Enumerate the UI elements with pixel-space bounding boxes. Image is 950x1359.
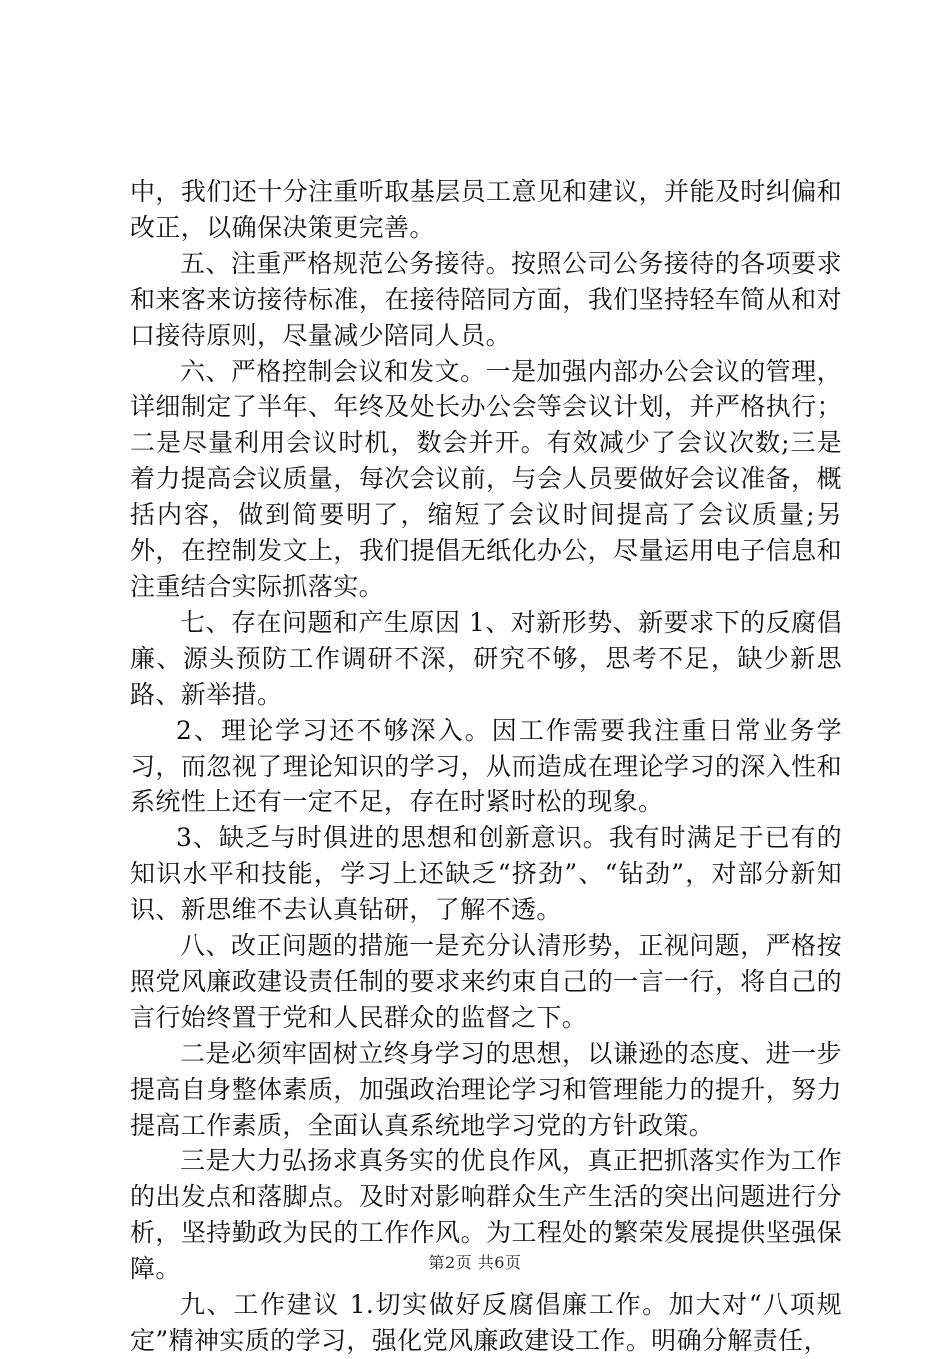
- paragraph-theory-study: 2、理论学习还不够深入。因工作需要我注重日常业务学习，而忽视了理论知识的学习，从而造成在理论学习的深入性和系统性上还有一定不足，存在时紧时松的现象。: [130, 715, 842, 817]
- paragraph-continuation: 中，我们还十分注重听取基层员工意见和建议，并能及时纠偏和改正，以确保决策更完善。: [130, 177, 842, 242]
- paragraph-lifelong-learning: 二是必须牢固树立终身学习的思想，以谦逊的态度、进一步提高自身整体素质，加强政治理论学习和管理能力的提升，努力提高工作素质，全面认真系统地学习党的方针政策。: [130, 1038, 842, 1140]
- paragraph-work-style: 三是大力弘扬求真务实的优良作风，真正把抓落实作为工作的出发点和落脚点。及时对影响群众生产生活的突出问题进行分析，坚持勤政为民的工作作风。为工程处的繁荣发展提供坚强保障。: [130, 1146, 842, 1284]
- document-body: [130, 174, 842, 1359]
- paragraph-reception-standards: 五、注重严格规范公务接待。按照公司公务接待的各项要求和来客来访接待标准，在接待陪同方面，我们坚持轻车简从和对口接待原则，尽量减少陪同人员。: [130, 248, 842, 350]
- paragraph-corrective-measures: 八、改正问题的措施一是充分认清形势，正视问题，严格按照党风廉政建设责任制的要求来约束自己的一言一行，将自己的言行始终置于党和人民群众的监督之下。: [130, 931, 842, 1032]
- paragraph-innovation: 3、缺乏与时俱进的思想和创新意识。我有时满足于已有的知识水平和技能，学习上还缺乏“挤劲”、“钻劲”，对部分新知识、新思维不去认真钻研，了解不透。: [130, 823, 842, 925]
- page-number-footer: 第2页 共6页: [428, 1253, 522, 1272]
- paragraph-meeting-control: 六、严格控制会议和发文。一是加强内部办公会议的管理，详细制定了半年、年终及处长办公会等会议计划，并严格执行；二是尽量利用会议时机，数会并开。有效减少了会议次数;三是着力提高会议质量，每次会议前，与会人员要做好会议准备，概括内容，做到简要明了，缩短了会议时间提高了会议质量;另外，在控制发文上，我们提倡无纸化办公，尽量运用电子信息和注重结合实际抓落实。: [130, 356, 842, 601]
- paragraph-problems-causes: 七、存在问题和产生原因 1、对新形势、新要求下的反腐倡廉、源头预防工作调研不深，研究不够，思考不足，缺少新思路、新举措。: [130, 607, 842, 709]
- paragraph-work-suggestions: 九、工作建议 1.切实做好反腐倡廉工作。加大对“八项规定”精神实质的学习，强化党风廉政建设工作。明确分解责任，: [130, 1290, 842, 1355]
